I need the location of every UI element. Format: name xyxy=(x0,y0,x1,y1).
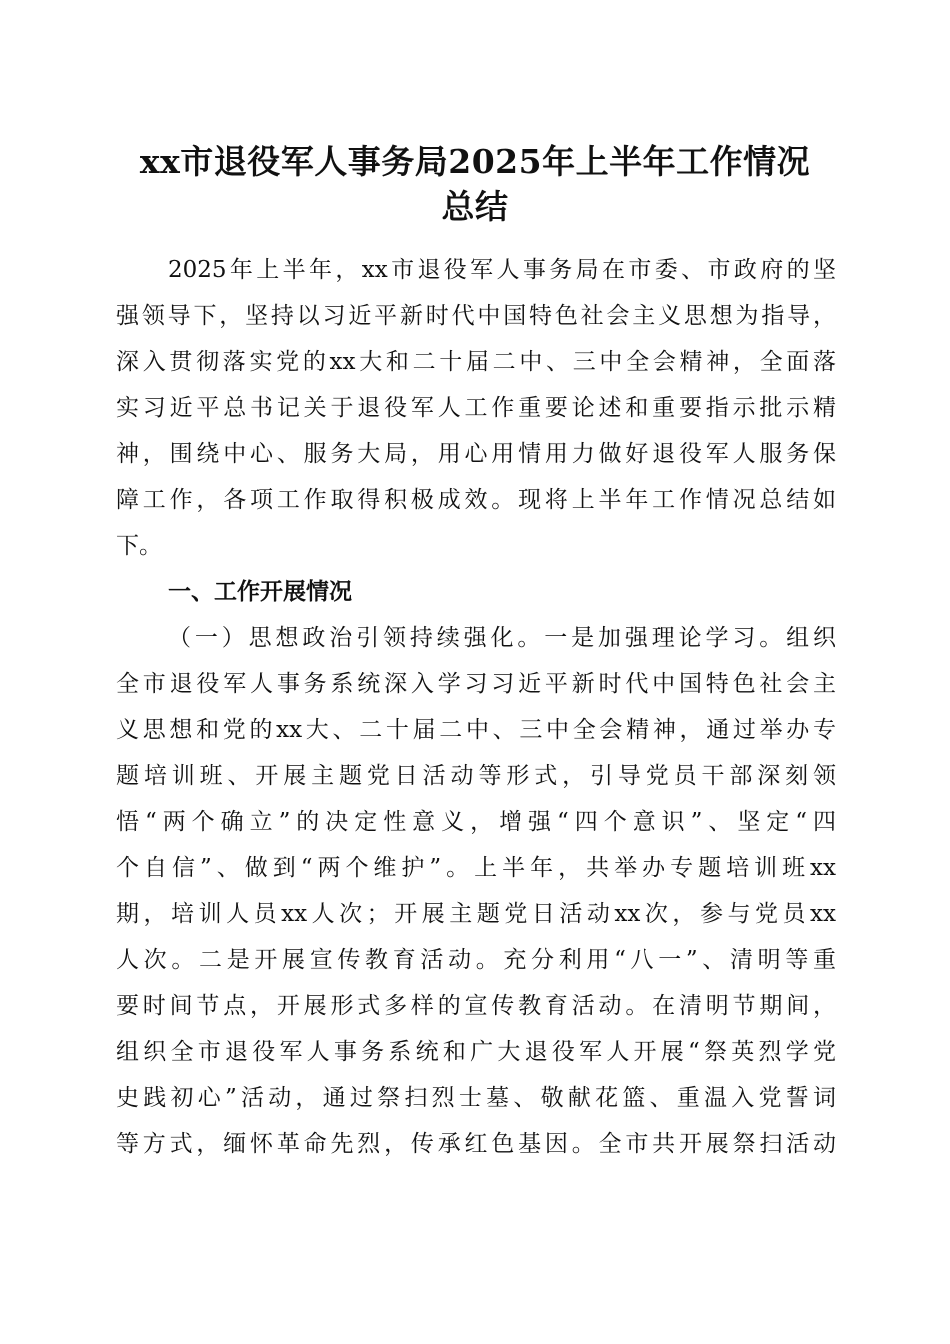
intro-paragraph-line: 障工作，各项工作取得积极成效。现将上半年工作情况总结如 xyxy=(116,487,836,513)
section-paragraph-line: 史践初心”活动，通过祭扫烈士墓、敬献花篮、重温入党誓词 xyxy=(116,1085,836,1111)
document-title-line-2: 总结 xyxy=(441,187,509,226)
section-paragraph-line: （一）思想政治引领持续强化。一是加强理论学习。组织 xyxy=(168,625,836,651)
section-paragraph-line: 要时间节点，开展形式多样的宣传教育活动。在清明节期间， xyxy=(116,993,836,1019)
document-title-line-1: xx市退役军人事务局2025年上半年工作情况 xyxy=(139,142,811,181)
section-paragraph-line: 人次。二是开展宣传教育活动。充分利用“八一”、清明等重 xyxy=(116,947,836,973)
section-paragraph-line: 题培训班、开展主题党日活动等形式，引导党员干部深刻领 xyxy=(116,763,836,789)
section-paragraph-line: 义思想和党的xx大、二十届二中、三中全会精神，通过举办专 xyxy=(116,717,836,743)
section-paragraph-line: 个自信”、做到“两个维护”。上半年，共举办专题培训班xx xyxy=(116,855,836,881)
section-paragraph-line: 等方式，缅怀革命先烈，传承红色基因。全市共开展祭扫活动 xyxy=(116,1131,836,1157)
section-paragraph-line: 期，培训人员xx人次；开展主题党日活动xx次，参与党员xx xyxy=(116,901,836,927)
intro-paragraph-line: 下。 xyxy=(116,533,162,559)
intro-paragraph-line: 强领导下，坚持以习近平新时代中国特色社会主义思想为指导， xyxy=(116,303,836,329)
section-heading: 一、工作开展情况 xyxy=(168,579,352,605)
intro-paragraph-line: 2025年上半年，xx市退役军人事务局在市委、市政府的坚 xyxy=(168,257,836,283)
section-paragraph-line: 悟“两个确立”的决定性意义，增强“四个意识”、坚定“四 xyxy=(116,809,836,835)
section-paragraph-line: 全市退役军人事务系统深入学习习近平新时代中国特色社会主 xyxy=(116,671,836,697)
intro-paragraph-line: 实习近平总书记关于退役军人工作重要论述和重要指示批示精 xyxy=(116,395,836,421)
section-paragraph-line: 组织全市退役军人事务系统和广大退役军人开展“祭英烈学党 xyxy=(116,1039,836,1065)
intro-paragraph-line: 深入贯彻落实党的xx大和二十届二中、三中全会精神，全面落 xyxy=(116,349,836,375)
intro-paragraph-line: 神，围绕中心、服务大局，用心用情用力做好退役军人服务保 xyxy=(116,441,836,467)
